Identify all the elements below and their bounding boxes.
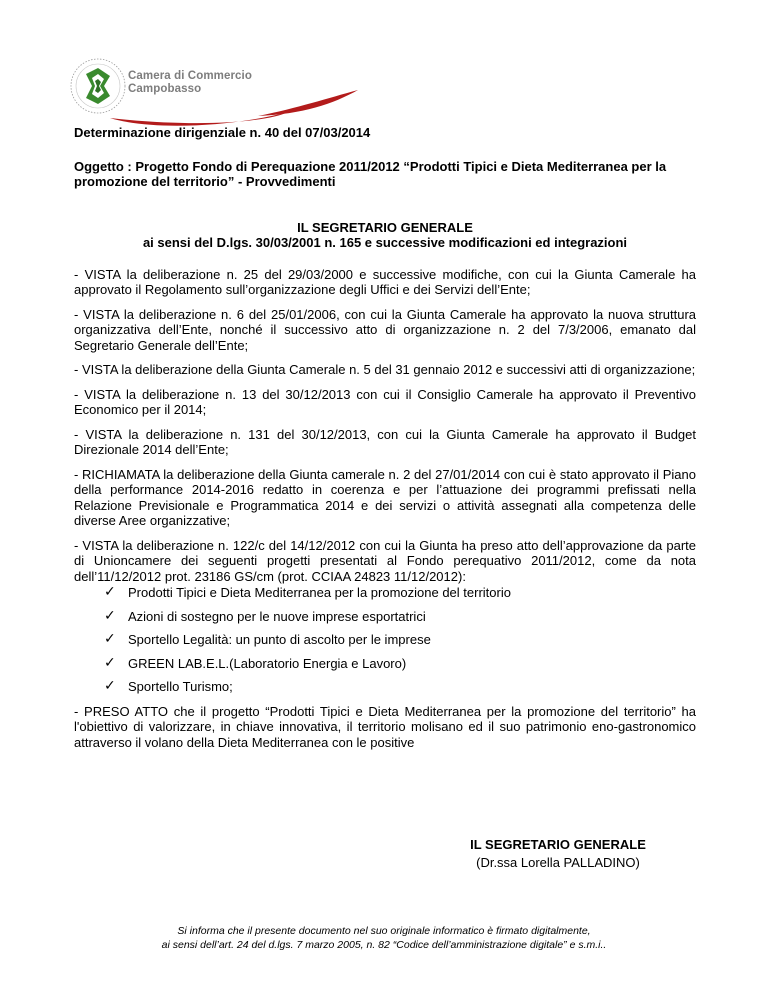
signature-name: (Dr.ssa Lorella PALLADINO) [476, 855, 640, 870]
subject: Oggetto : Progetto Fondo di Perequazione 2011/2012 “Prodotti Tipici e Dieta Mediterranea per la promozione del territorio” - Provvedimenti [74, 158, 667, 189]
checkmark-icon: ✓ [104, 583, 116, 599]
list-item-label: Sportello Legalità: un punto di ascolto per le imprese [128, 632, 431, 647]
list-item [104, 632, 696, 648]
paragraph: - VISTA la deliberazione n. 122/c del 14/12/2012 con cui la Giunta ha preso atto dell’approvazione da parte di Unioncamere dei seguenti progetti presentati al Fondo perequativo 2011/2012, come da nota dell’11/12/2012 prot. 23186 GS/cm (prot. CCIAA 24823 11/12/2012): [74, 537, 696, 584]
digital-signature-note [0, 924, 768, 952]
signature-title: IL SEGRETARIO GENERALE [470, 837, 646, 852]
list-item-label: GREEN LAB.E.L.(Laboratorio Energia e Lavoro) [128, 655, 407, 671]
document-body [74, 125, 696, 750]
paragraph-preso-atto: - PRESO ATTO che il progetto “Prodotti Tipici e Dieta Mediterranea per la promozione del territorio” ha l'obiettivo di valorizzare, in chiave innovativa, il territorio molisano ed il suo patrimonio eno-gastronomico attraverso il volano della Dieta Mediterranea con le positive [74, 703, 696, 750]
footer-line-1: Si informa che il presente documento nel suo originale informatico è firmato digitalmente, [177, 925, 591, 937]
section-title-line-1: IL SEGRETARIO GENERALE [297, 219, 473, 235]
paragraph: - VISTA la deliberazione n. 131 del 30/12/2013, con cui la Giunta Camerale ha approvato il Budget Direzionale 2014 dell’Ente; [74, 426, 696, 457]
list-item-label: Prodotti Tipici e Dieta Mediterranea per la promozione del territorio [128, 585, 511, 600]
signature-block [438, 836, 678, 872]
paragraph: - RICHIAMATA la deliberazione della Giunta camerale n. 2 del 27/01/2014 con cui è stato approvato il Piano della performance 2014-2016 redatto in coerenza e per l’attuazione dei programmi prefissati nella Relazione Previsionale e Programmatica 2014 e dei servizi o attività assegnati alla competenza delle diverse Aree organizzative; [74, 466, 696, 528]
paragraph: - VISTA la deliberazione n. 25 del 29/03/2000 e successive modifiche, con cui la Giunta Camerale ha approvato il Regolamento sull’organizzazione degli Uffici e dei Servizi dell’Ente; [74, 266, 696, 297]
section-title-line-2: ai sensi del D.lgs. 30/03/2001 n. 165 e successive modificazioni ed integrazioni [142, 235, 628, 250]
letterhead [68, 48, 368, 120]
list-item [104, 653, 696, 672]
checkmark-icon: ✓ [104, 677, 116, 693]
checkmark-icon: ✓ [104, 653, 116, 670]
paragraph: - VISTA la deliberazione della Giunta Camerale n. 5 del 31 gennaio 2012 e successivi atti di organizzazione; [74, 362, 696, 377]
list-item-label: Azioni di sostegno per le nuove imprese esportatrici [128, 608, 426, 624]
checkmark-icon: ✓ [104, 630, 116, 646]
determination-number: Determinazione dirigenziale n. 40 del 07/03/2014 [74, 125, 371, 140]
paragraph: - VISTA la deliberazione n. 13 del 30/12/2013 con cui il Consiglio Camerale ha approvato il Preventivo Economico per il 2014; [74, 386, 696, 417]
brand-name [128, 70, 252, 96]
list-item [104, 679, 696, 695]
project-checklist [74, 585, 696, 695]
section-title [74, 220, 696, 251]
paragraph: - VISTA la deliberazione n. 6 del 25/01/2006, con cui la Giunta Camerale ha approvato la nuova struttura organizzativa dell’Ente, nonché il successivo atto di organizzazione n. 2 del 7/3/2006, emanato dal Segretario Generale dell’Ente; [74, 306, 696, 353]
brand-line-2: Campobasso [128, 83, 202, 95]
list-item [104, 585, 696, 601]
list-item [104, 606, 696, 625]
checkmark-icon: ✓ [104, 606, 116, 623]
list-item-label: Sportello Turismo; [128, 679, 233, 694]
footer-line-2: ai sensi dell’art. 24 del d.lgs. 7 marzo 2005, n. 82 “Codice dell’amministrazione digitale” e s.m.i.. [161, 939, 607, 951]
brand-line-1: Camera di Commercio [128, 70, 252, 82]
